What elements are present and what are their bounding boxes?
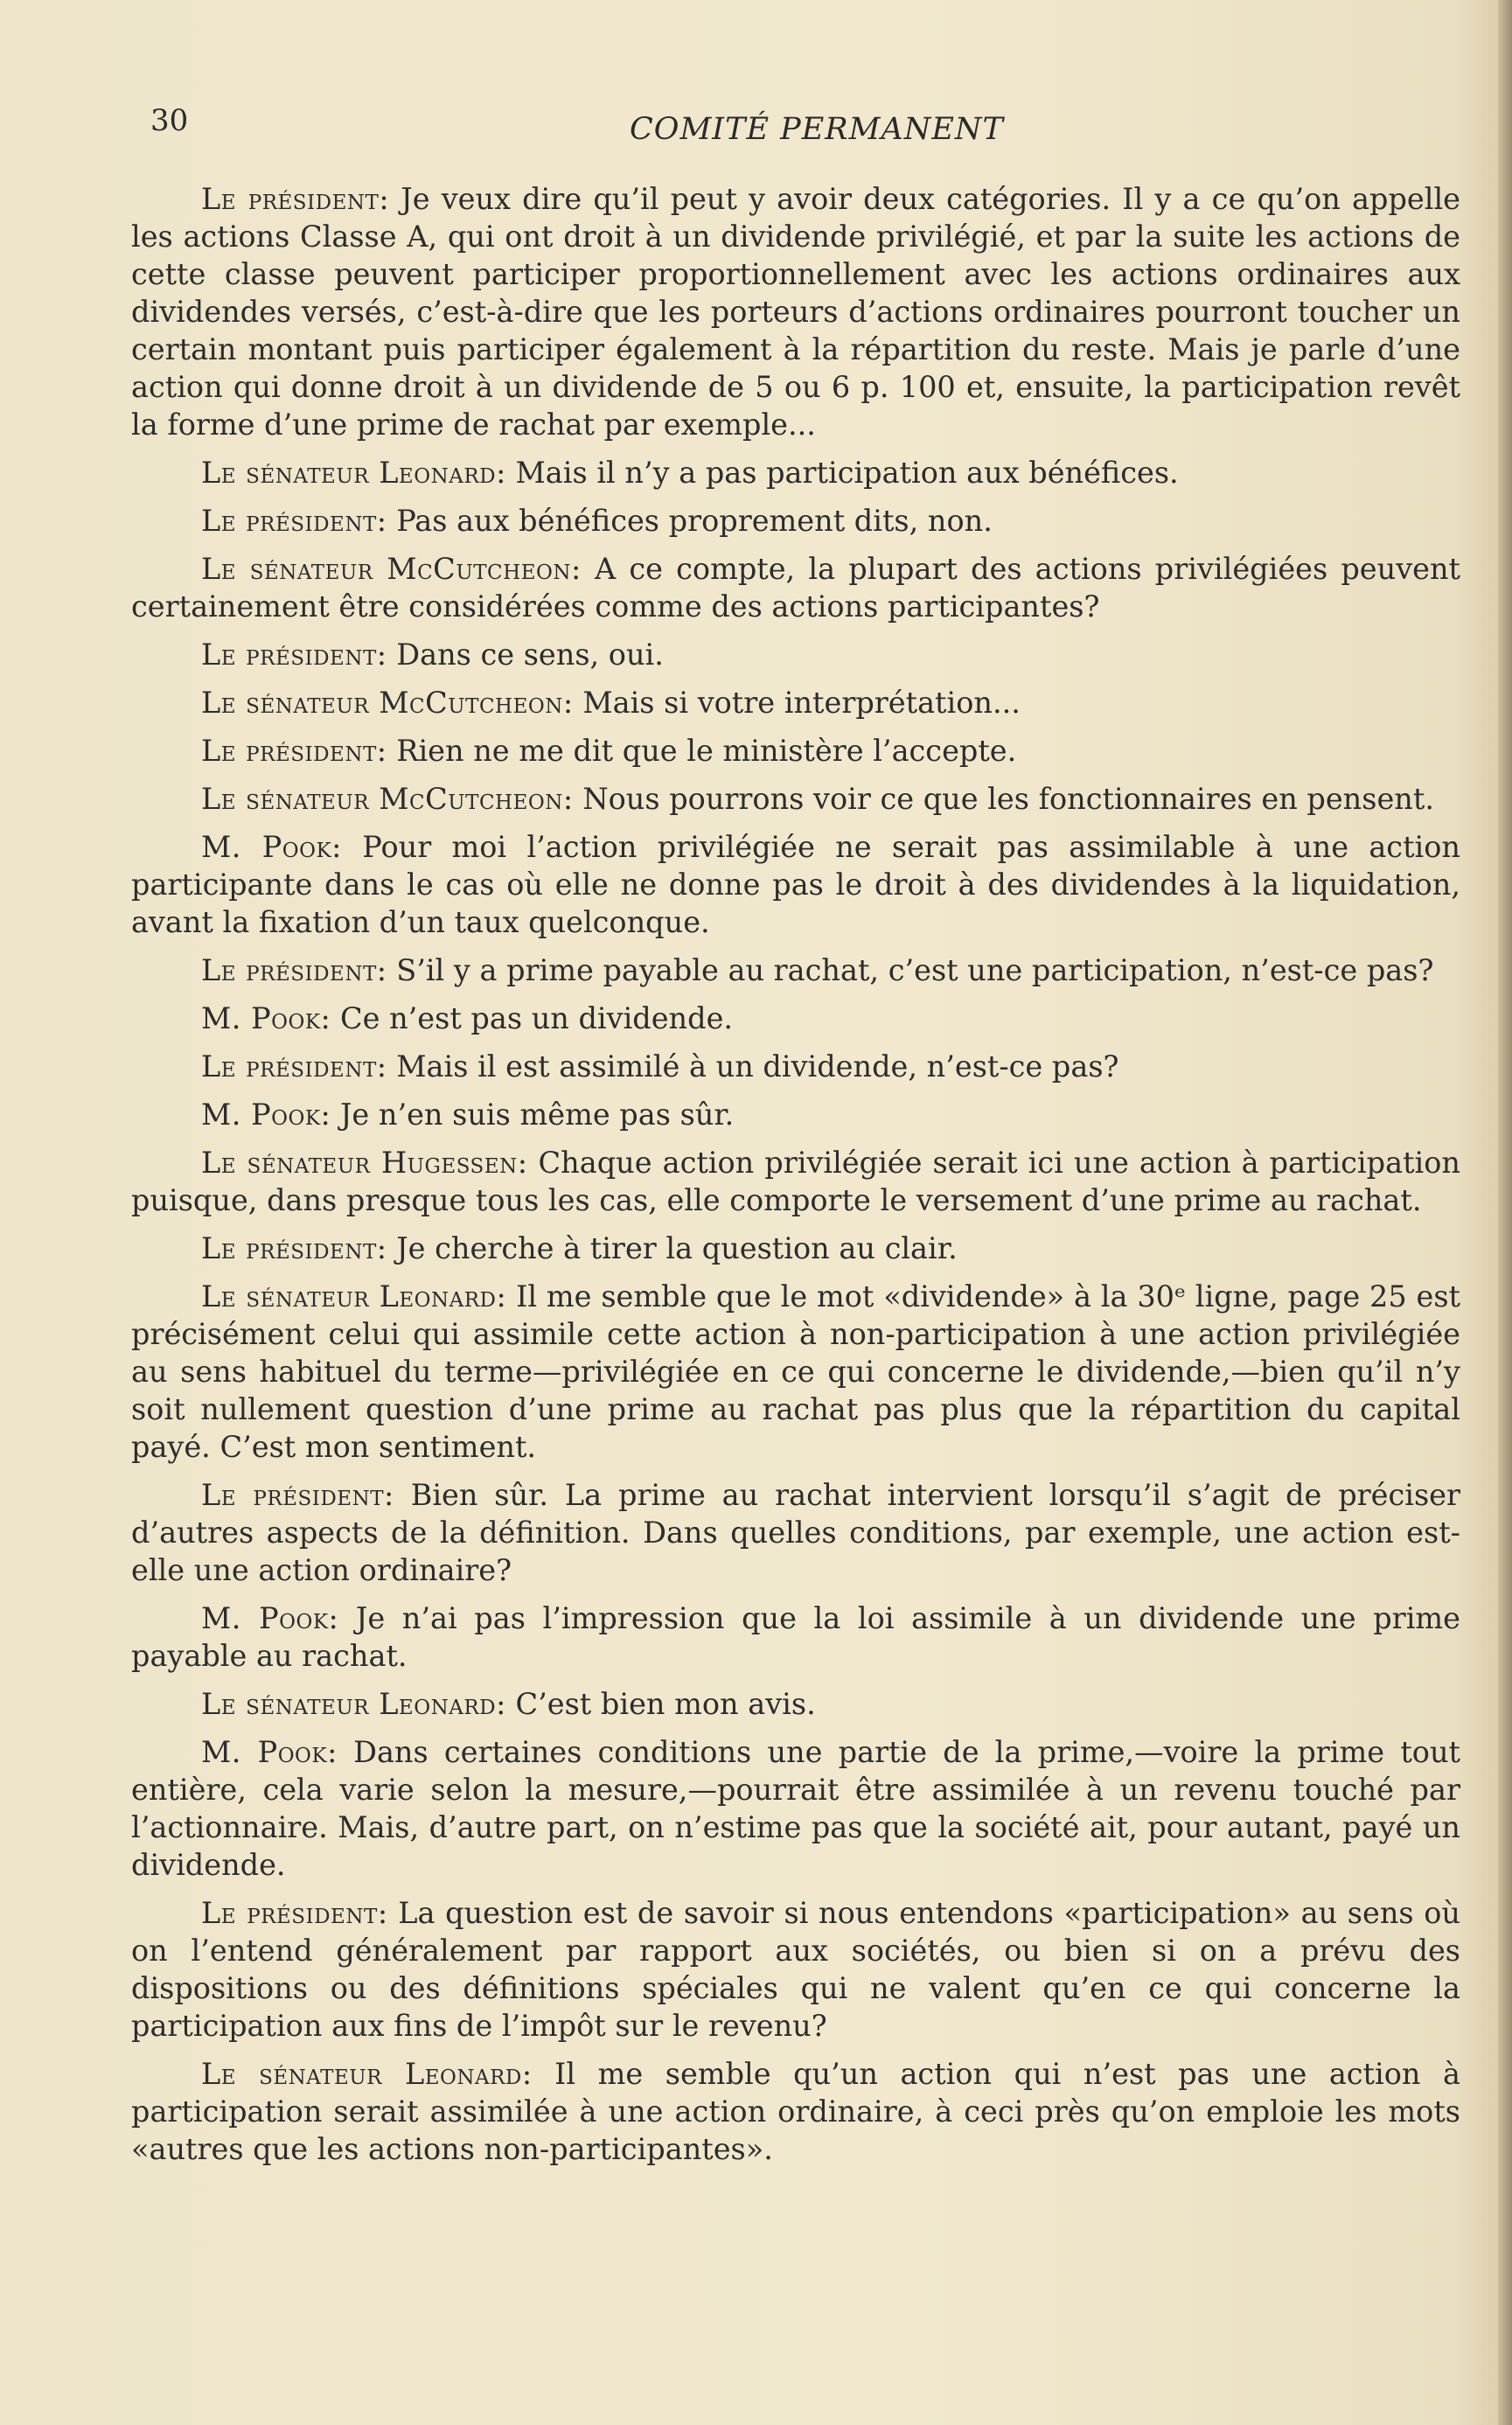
paragraph bbox=[131, 951, 1460, 989]
speaker-label: M. Pook: bbox=[201, 1735, 338, 1769]
speaker-label: Le sénateur McCutcheon: bbox=[201, 552, 582, 586]
speaker-label: M. Pook: bbox=[201, 1001, 331, 1035]
speaker-label: Le président: bbox=[201, 1896, 388, 1930]
speaker-label: M. Pook: bbox=[201, 1601, 339, 1635]
speech-text: S’il y a prime payable au rachat, c’est une participation, n’est-ce pas? bbox=[387, 953, 1434, 987]
speaker-label: Le sénateur McCutcheon: bbox=[201, 782, 574, 816]
paragraph bbox=[131, 1096, 1460, 1133]
paragraph bbox=[131, 180, 1460, 443]
speech-text: Nous pourrons voir ce que les fonctionnaires en pensent. bbox=[573, 782, 1434, 816]
paragraph bbox=[131, 1599, 1460, 1675]
speaker-label: Le sénateur McCutcheon: bbox=[201, 686, 574, 720]
speech-text: Je cherche à tirer la question au clair. bbox=[387, 1231, 958, 1265]
speech-text: Il me semble que le mot «dividende» à la 30ᵉ ligne, page 25 est précisément celui qui assimile cette action à non-participation à une action privilégiée au sens habituel du terme—privilégiée en ce qui concerne le dividende,—bien qu’il n’y soit nullement question d’une prime au rachat pas plus que la répartition du capital payé. C’est mon sentiment. bbox=[131, 1279, 1461, 1464]
speech-text: Dans certaines conditions une partie de la prime,—voire la prime tout entière, cela varie selon la mesure,—pourrait être assimilée à un revenu touché par l’actionnaire. Mais, d’autre part, on n’estime pas que la société ait, pour autant, payé un dividende. bbox=[131, 1735, 1460, 1882]
paragraph bbox=[131, 550, 1460, 625]
paragraph bbox=[131, 502, 1460, 540]
speech-text: Je n’ai pas l’impression que la loi assimile à un dividende une prime payable au rachat. bbox=[131, 1601, 1461, 1673]
speaker-label: Le sénateur Leonard: bbox=[201, 2057, 533, 2091]
paragraph bbox=[131, 454, 1460, 491]
paragraph bbox=[131, 1048, 1460, 1085]
paragraph bbox=[131, 1476, 1460, 1589]
paragraph bbox=[131, 636, 1460, 673]
speech-text: Rien ne me dit que le ministère l’accepte. bbox=[387, 734, 1017, 768]
paragraph bbox=[131, 1000, 1460, 1037]
speech-text: Dans ce sens, oui. bbox=[387, 638, 664, 672]
speaker-label: Le président: bbox=[201, 734, 387, 768]
speaker-label: Le sénateur Leonard: bbox=[201, 456, 506, 490]
speech-text: Ce n’est pas un dividende. bbox=[331, 1001, 734, 1035]
paragraph bbox=[131, 732, 1460, 770]
speech-text: Je n’en suis même pas sûr. bbox=[331, 1098, 735, 1132]
speech-text: A ce compte, la plupart des actions privilégiées peuvent certainement être considérées comme des actions participantes? bbox=[131, 552, 1460, 624]
paragraph bbox=[131, 1230, 1460, 1267]
speech-text: Mais il est assimilé à un dividende, n’est-ce pas? bbox=[387, 1049, 1119, 1084]
speech-text: La question est de savoir si nous entendons «participation» au sens où on l’entend généralement par rapport aux sociétés, ou bien si on a prévu des dispositions ou des définitions spéciales qui ne valent qu’en ce qui concerne la participation aux fins de l’impôt sur le revenu? bbox=[131, 1896, 1460, 2043]
speech-text: Mais il n’y a pas participation aux bénéfices. bbox=[505, 456, 1179, 490]
speaker-label: Le sénateur Leonard: bbox=[201, 1279, 507, 1314]
speech-text: Il me semble qu’un action qui n’est pas une action à participation serait assimilée à une action ordinaire, à ceci près qu’on emploie les mots «autres que les actions non-participantes». bbox=[131, 2057, 1460, 2166]
speech-text: C’est bien mon avis. bbox=[505, 1687, 816, 1721]
paragraph bbox=[131, 1733, 1460, 1884]
paragraph bbox=[131, 1144, 1460, 1219]
speaker-label: M. Pook: bbox=[201, 1098, 331, 1132]
paragraph bbox=[131, 828, 1460, 941]
page-number: 30 bbox=[150, 103, 189, 138]
paragraph bbox=[131, 1278, 1460, 1466]
speaker-label: Le président: bbox=[201, 1478, 394, 1512]
speaker-label: Le président: bbox=[201, 638, 387, 672]
transcript-body bbox=[131, 180, 1460, 2178]
running-head: COMITÉ PERMANENT bbox=[630, 112, 1004, 147]
paragraph bbox=[131, 780, 1460, 818]
speaker-label: M. Pook: bbox=[201, 830, 342, 864]
speech-text: Bien sûr. La prime au rachat intervient lorsqu’il s’agit de préciser d’autres aspects de la définition. Dans quelles conditions, par exemple, une action est-elle une action ordinaire? bbox=[131, 1478, 1460, 1587]
speech-text: Pas aux bénéfices proprement dits, non. bbox=[387, 504, 993, 538]
paragraph bbox=[131, 1685, 1460, 1723]
speaker-label: Le président: bbox=[201, 1231, 387, 1265]
speaker-label: Le président: bbox=[201, 1049, 387, 1084]
page-header bbox=[150, 103, 1462, 156]
speech-text: Chaque action privilégiée serait ici une action à participation puisque, dans presque tous les cas, elle comporte le versement d’une prime au rachat. bbox=[131, 1146, 1460, 1217]
page-edge-shadow bbox=[1498, 0, 1512, 2425]
speech-text: Mais si votre interprétation... bbox=[573, 686, 1021, 720]
speech-text: Pour moi l’action privilégiée ne serait pas assimilable à une action participante dans le cas où elle ne donne pas le droit à des dividendes à la liquidation, avant la fixation d’un taux quelconque. bbox=[131, 830, 1460, 939]
speaker-label: Le sénateur Hugessen: bbox=[201, 1146, 528, 1180]
speaker-label: Le sénateur Leonard: bbox=[201, 1687, 506, 1721]
speech-text: Je veux dire qu’il peut y avoir deux catégories. Il y a ce qu’on appelle les actions Classe A, qui ont droit à un dividende privilégié, et par la suite les actions de cette classe peuvent participer proportionnellement avec les actions ordinaires aux dividendes versés, c’est-à-dire que les porteurs d’actions ordinaires pourront toucher un certain montant puis participer également à la répartition du reste. Mais je parle d’une action qui donne droit à un dividende de 5 ou 6 p. 100 et, ensuite, la participation revêt la forme d’une prime de rachat par exemple... bbox=[131, 182, 1460, 442]
speaker-label: Le président: bbox=[201, 953, 387, 987]
speaker-label: Le président: bbox=[201, 504, 387, 538]
paragraph bbox=[131, 1894, 1460, 2045]
paragraph bbox=[131, 684, 1460, 721]
paragraph bbox=[131, 2055, 1460, 2168]
speaker-label: Le président: bbox=[201, 182, 390, 216]
